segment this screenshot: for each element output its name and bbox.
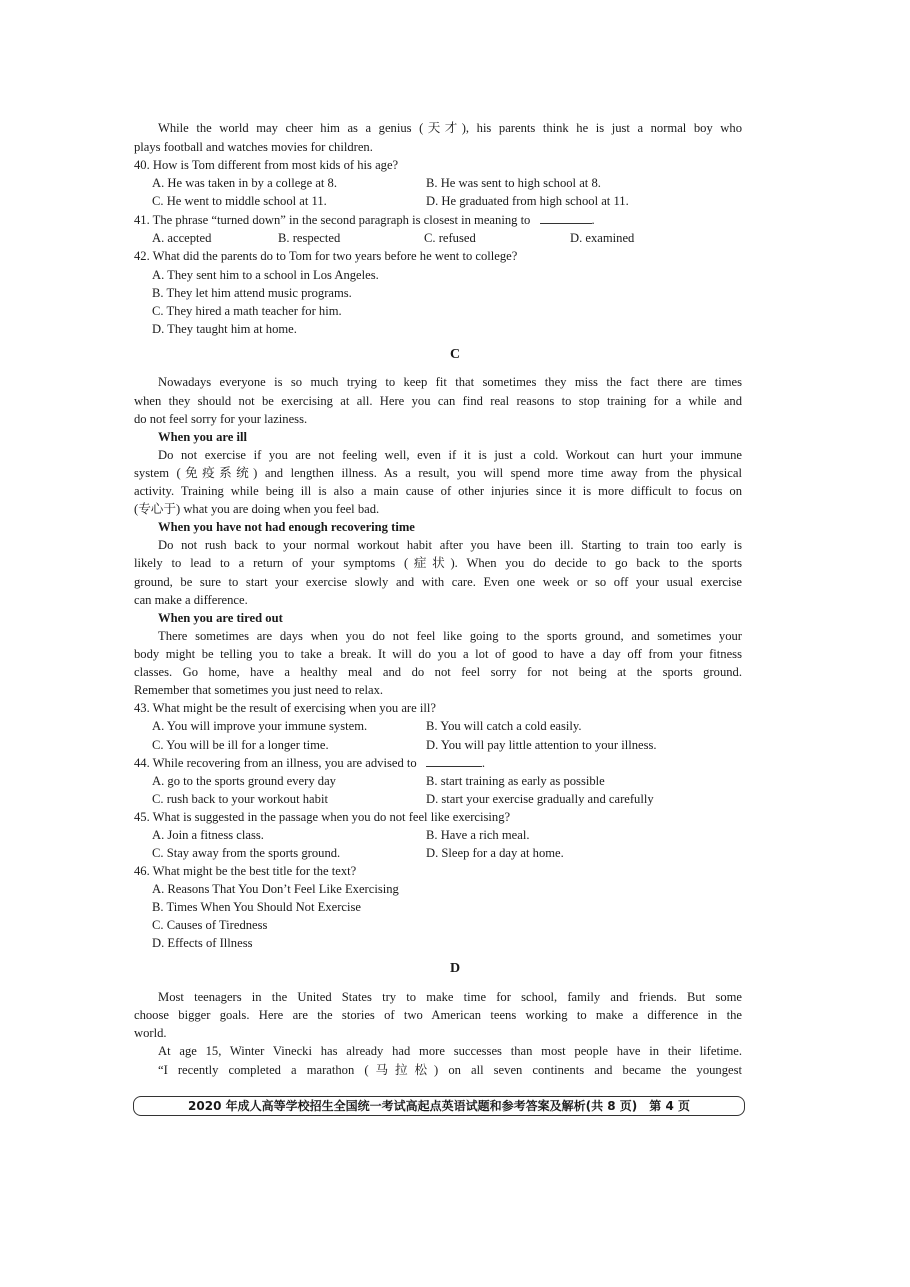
subheading-tired: When you are tired out [158, 611, 283, 625]
passage-line: There sometimes are days when you do not feel like going to the sports ground, and sometimes your [158, 629, 742, 643]
q45-option-d: D. Sleep for a day at home. [426, 846, 564, 860]
passage-line: likely to lead to a return of your symptoms (症状). When you do decide to go back to the sports [134, 556, 742, 570]
q40-option-c: C. He went to middle school at 11. [152, 194, 327, 208]
passage-line: Do not exercise if you are not feeling well, even if it is just a cold. Workout can hurt your immune [158, 448, 742, 462]
q44-option-c: C. rush back to your workout habit [152, 792, 328, 806]
passage-line: when they should not be exercising at all. Here you can find real reasons to stop training for a while and [134, 394, 742, 408]
q46-option-a: A. Reasons That You Don’t Feel Like Exercising [152, 882, 399, 896]
question-44-stem: 44. While recovering from an illness, you are advised to . [134, 756, 486, 770]
page-footer: 2020 年成人高等学校招生全国统一考试高起点英语试题和参考答案及解析(共 8 页) 第 4 页 [133, 1096, 745, 1116]
passage-line: do not feel sorry for your laziness. [134, 412, 308, 426]
q45-option-b: B. Have a rich meal. [426, 828, 530, 842]
passage-line: can make a difference. [134, 593, 248, 607]
q42-option-a: A. They sent him to a school in Los Angeles. [152, 268, 379, 282]
q44-option-d: D. start your exercise gradually and carefully [426, 792, 654, 806]
q43-option-a: A. You will improve your immune system. [152, 719, 368, 733]
q45-option-c: C. Stay away from the sports ground. [152, 846, 341, 860]
q46-option-d: D. Effects of Illness [152, 936, 253, 950]
subheading-recovering: When you have not had enough recovering time [158, 520, 415, 534]
question-42-stem: 42. What did the parents do to Tom for two years before he went to college? [134, 249, 518, 263]
passage-line: body might be telling you to take a break. It will do you a lot of good to have a day off from your fitness [134, 647, 742, 661]
question-46-stem: 46. What might be the best title for the text? [134, 864, 357, 878]
passage-line: plays football and watches movies for children. [134, 140, 373, 154]
q42-option-b: B. They let him attend music programs. [152, 286, 352, 300]
passage-line: Most teenagers in the United States try to make time for school, family and friends. But some [158, 990, 742, 1004]
passage-line: Do not rush back to your normal workout habit after you have been ill. Starting to train too early is [158, 538, 742, 552]
q43-option-c: C. You will be ill for a longer time. [152, 738, 329, 752]
passage-line: classes. Go home, have a healthy meal and do not feel sorry for not being at the sports ground. [134, 665, 742, 679]
question-40-stem: 40. How is Tom different from most kids of his age? [134, 158, 399, 172]
q45-option-a: A. Join a fitness class. [152, 828, 264, 842]
question-43-stem: 43. What might be the result of exercising when you are ill? [134, 701, 436, 715]
passage-line: While the world may cheer him as a genius (天才), his parents think he is just a normal boy who [158, 121, 742, 135]
passage-line: activity. Training while being ill is also a main cause of other injuries since it is more difficult to focus on [134, 484, 742, 498]
answer-blank [426, 755, 482, 767]
question-41-text: 41. The phrase “turned down” in the second paragraph is closest in meaning to [134, 213, 531, 227]
q40-option-b: B. He was sent to high school at 8. [426, 176, 601, 190]
passage-line: “I recently completed a marathon (马拉松) on all seven continents and became the youngest [158, 1063, 742, 1077]
passage-line: (专心于) what you are doing when you feel bad. [134, 502, 380, 516]
passage-line: ground, be sure to start your exercise slowly and with care. Even one week or so off your usual exercise [134, 575, 742, 589]
passage-line: choose bigger goals. Here are the stories of two American teens working to make a difference in the [134, 1008, 742, 1022]
q44-option-b: B. start training as early as possible [426, 774, 605, 788]
question-44-text: 44. While recovering from an illness, you are advised to [134, 756, 417, 770]
q46-option-b: B. Times When You Should Not Exercise [152, 900, 361, 914]
q41-option-a: A. accepted [152, 231, 212, 245]
q40-option-d: D. He graduated from high school at 11. [426, 194, 629, 208]
passage-line: Remember that sometimes you just need to relax. [134, 683, 384, 697]
q44-option-a: A. go to the sports ground every day [152, 774, 336, 788]
passage-line: world. [134, 1026, 167, 1040]
answer-blank [540, 212, 592, 224]
section-d-heading: D [449, 961, 461, 976]
question-45-stem: 45. What is suggested in the passage when you do not feel like exercising? [134, 810, 511, 824]
q40-option-a: A. He was taken in by a college at 8. [152, 176, 337, 190]
passage-line: Nowadays everyone is so much trying to keep fit that sometimes they miss the fact there are times [158, 375, 742, 389]
section-c-heading: C [449, 347, 461, 362]
q42-option-d: D. They taught him at home. [152, 322, 297, 336]
q42-option-c: C. They hired a math teacher for him. [152, 304, 342, 318]
q46-option-c: C. Causes of Tiredness [152, 918, 268, 932]
q43-option-b: B. You will catch a cold easily. [426, 719, 582, 733]
passage-line: system (免疫系统) and lengthen illness. As a result, you will spend more time away from the physical [134, 466, 742, 480]
q41-option-b: B. respected [278, 231, 341, 245]
passage-line: At age 15, Winter Vinecki has already had more successes than most people have in their lifetime. [158, 1044, 742, 1058]
subheading-ill: When you are ill [158, 430, 247, 444]
question-41-stem: 41. The phrase “turned down” in the second paragraph is closest in meaning to . [134, 213, 595, 227]
q43-option-d: D. You will pay little attention to your illness. [426, 738, 657, 752]
q41-option-d: D. examined [570, 231, 635, 245]
q41-option-c: C. refused [424, 231, 476, 245]
